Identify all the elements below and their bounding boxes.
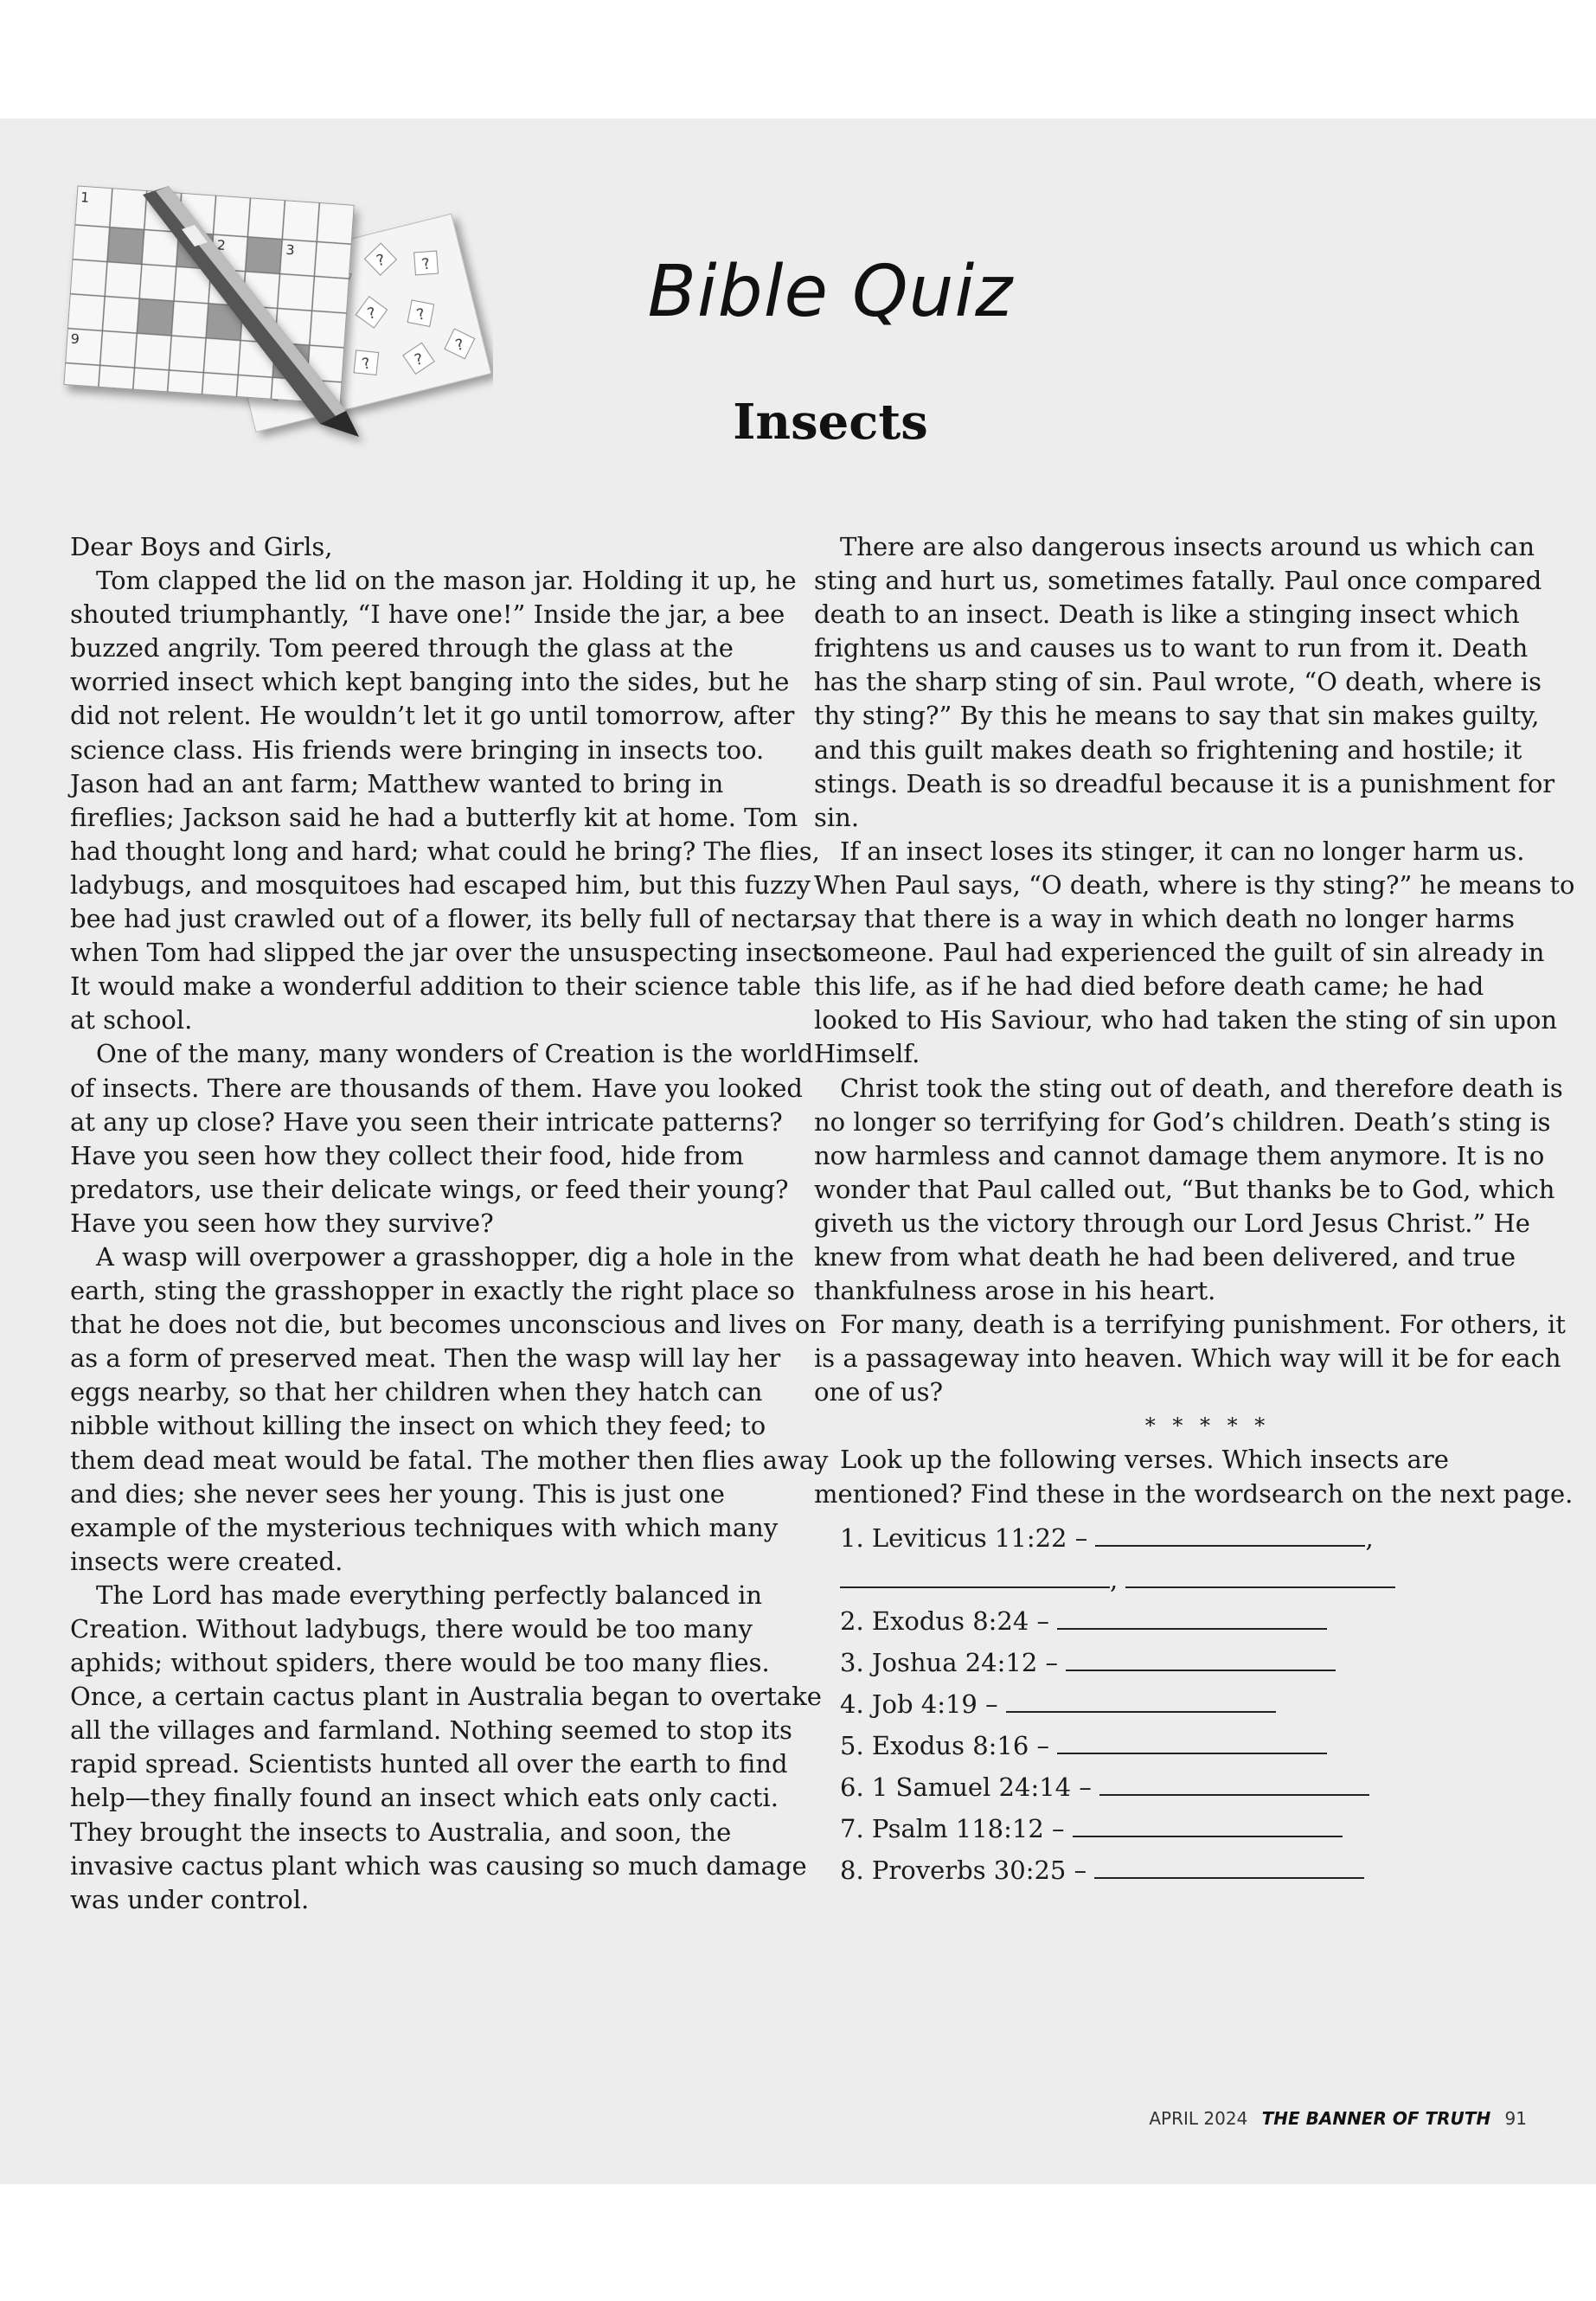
page-footer xyxy=(1140,2108,1527,2129)
story-paragraph: Tom clapped the lid on the mason jar. Holding it up, he shouted triumphantly, “I have one!” Inside the jar, a bee buzzed angrily. Tom peered through the glass at the worried insect which kept banging into the sides, but he did not relent. He wouldn’t let it go until tomorrow, after science class. His friends were bringing in insects too. Jason had an ant farm; Matthew wanted to bring in fireflies; Jackson said he had a butterfly kit at home. Tom had thought long and hard; what could he bring? The flies, ladybugs, and mosquitoes had escaped him, but this fuzzy bee had just crawled out of a flower, its belly full of nectar, when Tom had slipped the jar over the unsuspecting insect. It would make a wonderful addition to their science table at school. xyxy=(70,566,830,1035)
left-column xyxy=(70,530,831,1917)
magazine-name: THE BANNER OF TRUTH xyxy=(1261,2108,1491,2129)
question-reference: 4. Job 4:19 – xyxy=(840,1689,998,1719)
tile-glyph: ? xyxy=(360,354,373,375)
answer-blank[interactable] xyxy=(1066,1647,1336,1671)
answer-blank[interactable] xyxy=(1099,1772,1369,1796)
question-reference: 6. 1 Samuel 24:14 – xyxy=(840,1772,1092,1802)
page-number: 91 xyxy=(1504,2108,1527,2129)
answer-blank[interactable] xyxy=(1125,1564,1395,1588)
answer-blank[interactable] xyxy=(1057,1730,1327,1754)
question-item xyxy=(840,1646,1575,1680)
question-item xyxy=(840,1605,1575,1638)
body-paragraph: A wasp will overpower a grasshopper, dig a hole in the earth, sting the grasshopper in exactly the right place so that he does not die, but becomes unconscious and lives on as a form of preserved meat. Then the wasp will lay her eggs nearby, so that her children when they hatch can nibble without killing the insect on which they feed; to them dead meat would be fatal. The mother then flies away and dies; she never sees her young. This is just one example of the mysterious techniques with which many insects were created. xyxy=(70,1241,829,1576)
page-subtitle: Insects xyxy=(733,394,928,451)
answer-blank[interactable] xyxy=(1073,1813,1343,1837)
answer-blank[interactable] xyxy=(1094,1855,1364,1879)
answer-blank[interactable] xyxy=(1006,1689,1276,1713)
issue-date: APRIL 2024 xyxy=(1149,2108,1248,2129)
question-list xyxy=(840,1522,1575,1888)
tile-glyph: ? xyxy=(420,254,433,274)
quiz-instructions: Look up the following verses. Which insects are mentioned? Find these in the wordsearch on the next page. xyxy=(814,1445,1574,1509)
grid-number: 1 xyxy=(80,189,90,206)
grid-number: 9 xyxy=(70,330,80,348)
tile-glyph: ? xyxy=(365,304,378,324)
question-reference: 1. Leviticus 11:22 – xyxy=(840,1522,1088,1553)
body-paragraph: If an insect loses its stinger, it can no longer harm us. When Paul says, “O death, where is thy sting?” he means to say that there is a way in which death no longer harms someone. Paul had experienced the guilt of sin already in this life, as if he had died before death came; he had looked to His Saviour, who had taken the sting of sin upon Himself. xyxy=(814,836,1575,1069)
answer-blank[interactable] xyxy=(1095,1522,1365,1547)
body-paragraph: Christ took the sting out of death, and therefore death is no longer so terrifying for God’s children. Death’s sting is now harmless and cannot damage them anymore. It is no wonder that Paul called out, “But thanks be to God, which giveth us the victory through our Lord Jesus Christ.” He knew from what death he had been delivered, and true thankfulness arose in his heart. xyxy=(814,1073,1563,1306)
body-paragraph: One of the many, many wonders of Creation is the world of insects. There are thousands of them. Have you looked at any up close? Have you seen their intricate patterns? Have you seen how they collect their food, hide from predators, use their delicate wings, or feed their young? Have you seen how they survive? xyxy=(70,1039,814,1238)
question-reference: 7. Psalm 118:12 – xyxy=(840,1813,1065,1843)
tile-glyph: ? xyxy=(414,304,427,325)
body-paragraph: For many, death is a terrifying punishment. For others, it is a passageway into heaven. Which way will it be for each one of us? xyxy=(814,1310,1566,1407)
body-paragraph: The Lord has made everything perfectly balanced in Creation. Without ladybugs, there would be too many aphids; without spiders, there would be too many flies. Once, a certain cactus plant in Australia began to overtake all the villages and farmland. Nothing seemed to stop its rapid spread. Scientists hunted all over the earth to find help—they finally found an insect which eats only cacti. They brought the insects to Australia, and soon, the invasive cactus plant which was causing so much damage was under control. xyxy=(70,1580,822,1914)
question-item xyxy=(840,1688,1575,1721)
grid-number: 3 xyxy=(285,240,296,259)
question-reference: 8. Proverbs 30:25 – xyxy=(840,1855,1087,1885)
salutation: Dear Boys and Girls, xyxy=(70,532,333,561)
section-separator: * * * * * xyxy=(1144,1413,1271,1439)
question-item: 1. Leviticus 11:22 – , xyxy=(840,1522,1374,1553)
answer-blank[interactable] xyxy=(1057,1606,1327,1630)
question-item xyxy=(840,1854,1575,1888)
question-reference: 2. Exodus 8:24 – xyxy=(840,1606,1050,1636)
grid-number: 2 xyxy=(215,236,227,254)
tile-glyph: ? xyxy=(453,335,466,356)
body-paragraph: There are also dangerous insects around us which can sting and hurt us, sometimes fatally. Paul once compared death to an insect. Death is like a stinging insect which frightens us and causes us to want to run from it. Death has the sharp sting of sin. Paul wrote, “O death, where is thy sting?” By this he means to say that sin makes guilty, and this guilt makes death so frightening and hostile; it stings. Death is so dreadful because it is a punishment for sin. xyxy=(814,532,1555,832)
question-item-continuation: , xyxy=(840,1563,1575,1597)
right-column xyxy=(814,530,1575,1895)
question-reference: 5. Exodus 8:16 – xyxy=(840,1730,1050,1760)
tile-glyph: ? xyxy=(412,349,426,370)
page-title: Bible Quiz xyxy=(647,251,1014,333)
question-item xyxy=(840,1771,1575,1804)
tile-glyph: ? xyxy=(374,250,388,271)
question-item xyxy=(840,1729,1575,1763)
answer-blank[interactable] xyxy=(840,1564,1110,1588)
crossword-and-pen-icon xyxy=(61,177,493,497)
question-item xyxy=(840,1812,1575,1846)
question-reference: 3. Joshua 24:12 – xyxy=(840,1647,1059,1677)
